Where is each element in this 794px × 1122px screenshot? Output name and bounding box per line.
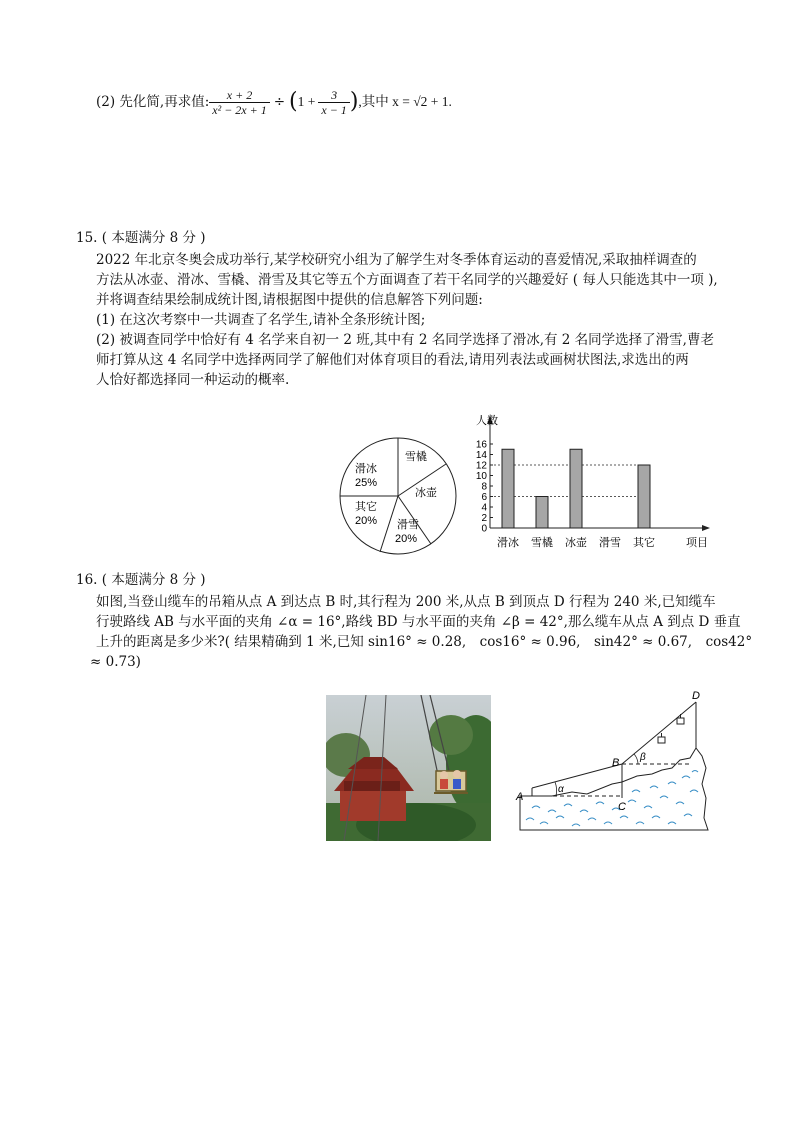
y-tick-label: 16 <box>475 439 487 451</box>
pie-pct-qita: 20% <box>354 515 378 527</box>
y-tick-label: 6 <box>481 492 487 503</box>
cable-car-diagram <box>512 688 712 838</box>
x-axis-label: 项目 <box>686 537 708 549</box>
bar-2 <box>570 449 582 528</box>
bar-4 <box>638 465 650 528</box>
pie-pct-huabing: 25% <box>354 477 378 489</box>
cable-car-photo <box>326 695 491 841</box>
q14-fraction-2: $\frac{3}{x - 1}$ <box>318 88 349 117</box>
category-label-3: 滑雪 <box>599 537 621 549</box>
label-A: A <box>516 791 524 803</box>
pie-label-huaxue: 滑雪 <box>397 519 419 531</box>
label-alpha: α <box>558 784 564 795</box>
bar-chart <box>460 408 720 553</box>
q14-fraction-1: $\frac{x + 2}{\text{x² − 2x + 1}}$ <box>209 88 269 117</box>
bar-0 <box>502 449 514 528</box>
y-tick-label: 2 <box>481 513 487 524</box>
category-label-0: 滑冰 <box>497 537 519 549</box>
y-tick-label: 12 <box>475 460 487 472</box>
pie-label-huabing: 滑冰 <box>355 463 377 475</box>
q14-prefix: (2) 先化简,再求值: <box>96 94 210 110</box>
pie-label-xueqiao: 雪橇 <box>405 451 427 463</box>
category-label-1: 雪橇 <box>531 537 553 549</box>
label-beta: β <box>640 752 646 763</box>
label-B: B <box>612 757 620 769</box>
q16-body: 如图,当登山缆车的吊箱从点 A 到达点 B 时,其行程为 200 米,从点 B 到顶点 D 行程为 240 米,已知缆车 行驶路线 AB 与水平面的夹角 ∠α = 16°,路线 BD 与水平面的夹角 ∠β = 42°,那么缆车从点 A 到点 D 垂直 上升的距离是多少米?( 结果精确到 1 米,已知 sin16° ≈ 0.28, cos16° ≈ 0.96, sin42° ≈ 0.67, cos42° ≈ 0.73) <box>90 594 753 670</box>
y-tick-label: 8 <box>481 481 487 493</box>
q14-part2: (2) 先化简,再求值: $\frac{x + 2}{\text{x² − 2x + 1}}$ ÷ ( 1 + $\frac{3}{x - 1}$ ) ,其中 x = √2 + 1. <box>96 87 452 117</box>
q15-body: 2022 年北京冬奥会成功举行,某学校研究小组为了解学生对冬季体育运动的喜爱情况,采取抽样调查的 方法从冰壶、滑冰、雪橇、滑雪及其它等五个方面调查了若干名同学的兴趣爱好 ( 每人只能选其中一项 ), 并将调查结果绘制成统计图,请根据图中提供的信息解答下列问题: (1) 在这次考察中一共调查了名学生,请补全条形统计图; (2) 被调查同学中恰好有 4 名学来自初一 2 班,其中有 2 名同学选择了滑冰,有 2 名同学选择了滑雪,曹老 师打算从这 4 名同学中选择两同学了解他们对体育项目的看法,请用列表法或画树状图法,求选出的两 人恰好都选择同一种运动的概率. <box>96 252 718 388</box>
x-axis-arrow <box>702 525 710 531</box>
y-tick-label: 0 <box>481 523 487 535</box>
pie-label-qita: 其它 <box>355 501 377 513</box>
category-label-4: 其它 <box>633 537 655 549</box>
pie-label-binghu: 冰壶 <box>415 487 437 499</box>
bar-1 <box>536 497 548 529</box>
label-C: C <box>618 801 626 813</box>
y-tick-label: 10 <box>475 471 487 482</box>
q16-header: 16. ( 本题满分 8 分 ) <box>76 572 206 588</box>
y-tick-label: 14 <box>475 450 487 461</box>
q15-header: 15. ( 本题满分 8 分 ) <box>76 230 206 246</box>
y-tick-label: 4 <box>481 502 487 514</box>
y-axis-label: 人数 <box>476 415 498 427</box>
pie-pct-huaxue: 20% <box>394 533 418 545</box>
pie-chart <box>338 436 458 556</box>
category-label-2: 冰壶 <box>565 537 587 549</box>
label-D: D <box>692 690 700 702</box>
